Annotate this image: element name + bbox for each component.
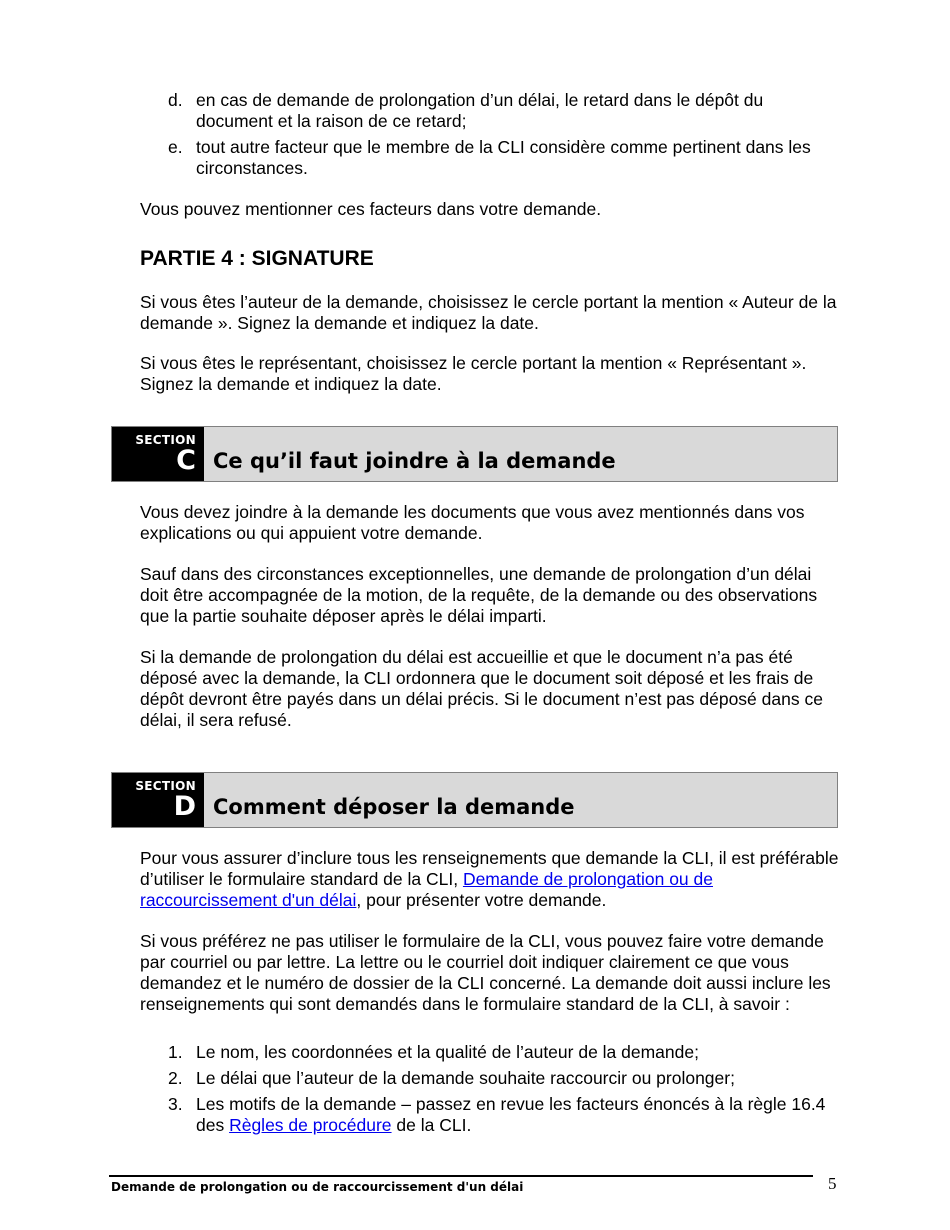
list-item	[140, 1094, 840, 1136]
requirements-list	[140, 1042, 840, 1141]
list-item-text: en cas de demande de prolongation d’un délai, le retard dans le dépôt du document et la raison de ce retard;	[196, 90, 764, 131]
top-list	[140, 90, 840, 184]
section-c-header	[111, 426, 838, 482]
section-c-title: Ce qu’il faut joindre à la demande	[213, 449, 616, 473]
part4-paragraph-2: Si vous êtes le représentant, choisissez le cercle portant la mention « Représentant ». Signez la demande et indiquez la date.	[140, 353, 807, 394]
list-marker: 3.	[168, 1094, 183, 1114]
list-item-text: tout autre facteur que le membre de la CLI considère comme pertinent dans les circonstances.	[196, 137, 811, 178]
list-item-text: Le nom, les coordonnées et la qualité de l’auteur de la demande;	[196, 1042, 699, 1062]
list-item	[140, 1042, 840, 1063]
rules-link[interactable]: Règles de procédure	[229, 1115, 392, 1135]
list-item-text-before: Les motifs de la demande – passez en revue les facteurs énoncés à la règle 16.4 des	[196, 1094, 826, 1135]
section-c-paragraph-2: Sauf dans des circonstances exceptionnelles, une demande de prolongation d’un délai doit être accompagnée de la motion, de la requête, de la demande ou des observations que la partie souhaite déposer après le délai imparti.	[140, 564, 818, 626]
section-letter: C	[176, 445, 196, 476]
form-link[interactable]: Demande de prolongation ou de raccourcissement d'un délai	[140, 869, 713, 910]
paragraph-text: Pour vous assurer d’inclure tous les renseignements que demande la CLI, il est préférable d’utiliser le formulaire standard de la CLI,	[140, 848, 839, 889]
list-marker: d.	[168, 90, 183, 110]
footer-title: Demande de prolongation ou de raccourcissement d'un délai	[111, 1180, 524, 1194]
section-label: SECTION	[135, 433, 196, 447]
section-c-paragraph-3: Si la demande de prolongation du délai est accueillie et que le document n’a pas été déposé avec la demande, la CLI ordonnera que le document soit déposé et les frais de dépôt devront être payés dans un délai précis. Si le document n’est pas déposé dans ce délai, il sera refusé.	[140, 647, 823, 730]
section-c-paragraph-1: Vous devez joindre à la demande les documents que vous avez mentionnés dans vos explications ou qui appuient votre demande.	[140, 502, 805, 543]
section-d-paragraph-2: Si vous préférez ne pas utiliser le formulaire de la CLI, vous pouvez faire votre demande par courriel ou par lettre. La lettre ou le courriel doit indiquer clairement ce que vous demandez et le numéro de dossier de la CLI concerné. La demande doit aussi inclure les renseignements qui sont demandés dans le formulaire standard de la CLI, à savoir :	[140, 931, 831, 1014]
factors-note: Vous pouvez mentionner ces facteurs dans votre demande.	[140, 199, 602, 219]
section-d-paragraph-1	[140, 848, 840, 911]
list-item	[140, 137, 840, 179]
list-item-text-after: de la CLI.	[391, 1115, 472, 1135]
list-marker: 1.	[168, 1042, 183, 1062]
part4-paragraph-1: Si vous êtes l’auteur de la demande, choisissez le cercle portant la mention « Auteur de la demande ». Signez la demande et indiquez la date.	[140, 292, 837, 333]
footer-rule	[109, 1175, 813, 1177]
list-marker: 2.	[168, 1068, 183, 1088]
list-item	[140, 1068, 840, 1089]
list-item	[140, 90, 840, 132]
section-letter: D	[173, 791, 196, 822]
section-d-title: Comment déposer la demande	[213, 795, 575, 819]
page-number: 5	[828, 1174, 837, 1193]
part4-heading: PARTIE 4 : SIGNATURE	[140, 247, 374, 270]
section-d-badge	[112, 773, 204, 827]
section-d-header	[111, 772, 838, 828]
list-item-text: Le délai que l’auteur de la demande souhaite raccourcir ou prolonger;	[196, 1068, 735, 1088]
section-c-badge	[112, 427, 204, 481]
paragraph-text: , pour présenter votre demande.	[356, 890, 607, 910]
list-item-text	[196, 1094, 825, 1135]
list-marker: e.	[168, 137, 183, 157]
section-label: SECTION	[135, 779, 196, 793]
